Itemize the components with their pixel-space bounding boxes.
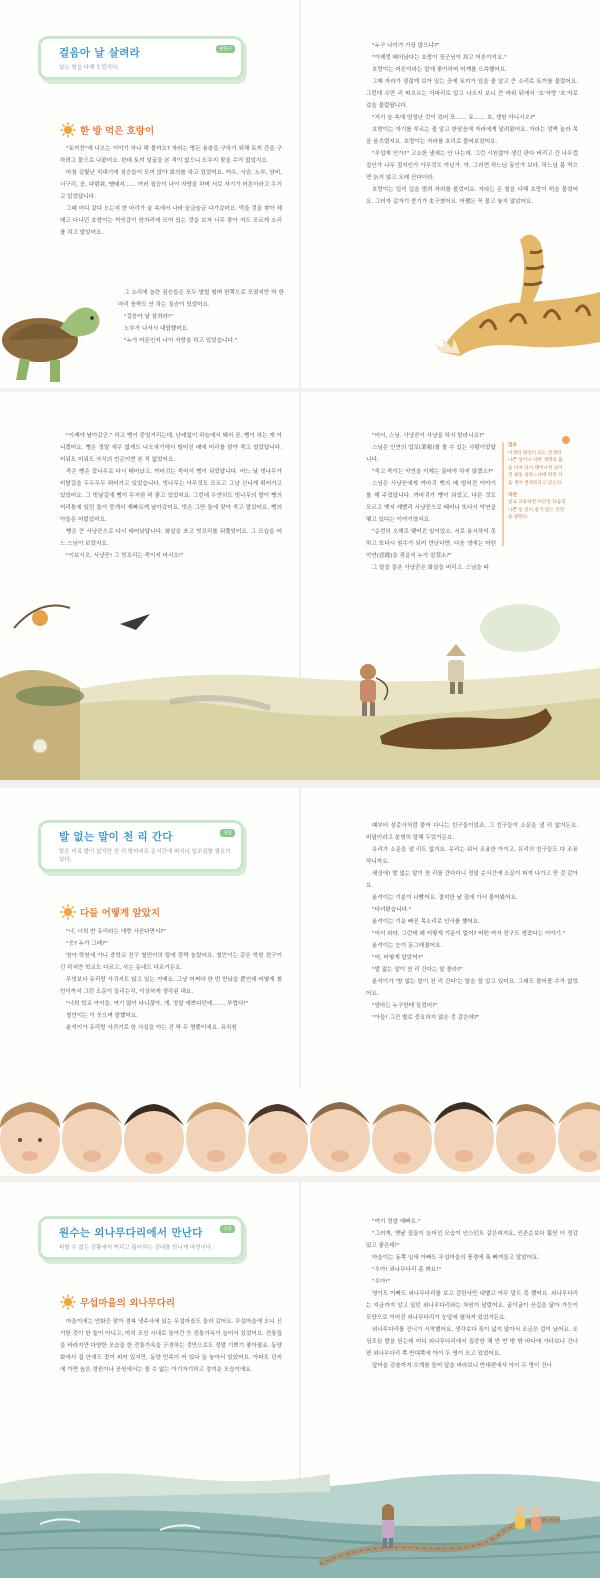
whispering-children-illustration bbox=[0, 1088, 600, 1176]
hunting-scene-illustration bbox=[0, 568, 600, 780]
paragraph: 윤석이는 기운 빠진 목소리로 인사를 했어요. bbox=[372, 919, 480, 925]
paragraph: 그 말을 들은 사냥꾼은 화살을 버리고, 스님을 따 bbox=[372, 565, 489, 571]
paragraph: "저기 숲 속에 엄청난 것이 있어 또…… 토…… 호, 생원 아니시오?" bbox=[372, 115, 536, 121]
paragraph: "이제야 날아갔군." 하고 뻥이 중얼거리는데, 난데없이 하늘에서 돼지 곰, 뻥이 하는 게 아니겠어요. 뻥은 정말 새우 없게도 나오자기에서 떨어진 배에 머리를 맞아 죽고 말았답니다. 미워도 미워도 자식의 빈곤이면 본 적 없었어요. bbox=[60, 433, 282, 463]
paragraph: 윤석이는 눈이 동그래졌어요. bbox=[372, 943, 443, 949]
section-heading bbox=[60, 1294, 175, 1310]
paragraph: 마침 김빛난 직대기에 짐승들이 모여 앉아 회의를 하고 있었어요. 여우, 사슴, 노루, 담비, 너구리, 곰, 다람쥐, 멧돼지…… 여러 짐승이 나이 자랑을 하며 서로 자기가 어른이라고 우기고 있었답니다. bbox=[60, 170, 282, 200]
paragraph: "너희 학교 아이들, 여기 많이 다니잖아. 개, 정말 예쁘다던데……. 부럽다!" bbox=[66, 1001, 249, 1007]
paragraph: "여기 정말 예뻐요." bbox=[372, 1219, 421, 1225]
paragraph: "아들! 그건 별로 중요하지 않은 것 같은데?" bbox=[372, 1015, 480, 1021]
spread-3 bbox=[0, 788, 600, 1176]
paragraph: "토끼전"에 나오는 이야기 하나 해 볼까요? 자라는 병든 용왕을 구하기 위해 토끼 간을 구하려고 뭍으로 나왔어요. 한데 토끼 얼굴을 본 적이 없으니 도무지 찾을 수가 없었지요. bbox=[60, 146, 282, 164]
spread-1 bbox=[0, 0, 600, 388]
paragraph: "이보시오, 사냥꾼! 그 빗꼬리는 죽이지 마시오!" bbox=[66, 553, 184, 559]
title-box bbox=[38, 36, 244, 80]
spread-4 bbox=[0, 1182, 600, 1578]
paragraph: "그러게, 옛날 집들이 늘어선 모습이 인스턴트 같은데지요, 인존순보다 훨씬 더 정감 있고 좋은데!" bbox=[366, 1231, 578, 1249]
body-text-right bbox=[366, 40, 578, 208]
category-tag: 관용구 bbox=[216, 45, 235, 53]
section-heading bbox=[60, 904, 160, 920]
paragraph: 유리가 소문을 낼 리도 없지요. 유리는 워낙 조용한 아이고, 유리의 친구들도 다 조용하니까요. bbox=[366, 847, 578, 865]
spread-subtitle: 말은 비록 발이 없지만 천 리 밖까지도 순식간에 퍼지니 입조심할 필요가 있다. bbox=[59, 849, 231, 863]
paragraph: 노루가 나서서 대답했어요. bbox=[124, 326, 189, 332]
sun-icon bbox=[60, 122, 76, 138]
note-label: 악연 bbox=[508, 492, 517, 498]
paragraph: 영아 학원에 가니 중학교 친구 철민이의 말에 깜짝 놀랐어요. 철민이는 같은 학원 친구이긴 하지만 학교도 다르고, 사는 동네도 다르거든요. bbox=[60, 953, 282, 971]
paragraph: 무엇보다 유리랑 사귀지도 않고 있는 거예요. 그냥 어쩌다 한 번 만났을 뿐인데 어떻게 철민이까지 그런 소문이 들리는지, 이상하게 생각된 대요. bbox=[60, 977, 282, 995]
paragraph: "다녀왔습니다." bbox=[372, 907, 412, 913]
paragraph: 윤석이가 유리랑 사귀기로 한 사실을 아는 건 딱 두 명뿐이에요. 유치원 bbox=[66, 1025, 237, 1031]
body-text-left bbox=[60, 926, 282, 1034]
spread-title: 발 없는 말이 천 리 간다 bbox=[59, 831, 173, 843]
paragraph: "응? 누가 그래?" bbox=[66, 941, 108, 947]
body-text-right bbox=[366, 430, 496, 574]
paragraph: 마을이는 동쪽 입에 아빠도 무섭마을의 풍경에 푹 빠져들고 말았어요. bbox=[372, 1255, 540, 1261]
note-label: 업보 bbox=[508, 443, 517, 448]
paragraph: 호랑이는 자기를 부르는 줄 알고 한달음에 자라에게 달려왔어요. 자라는 깜짝 놀라 목을 움츠렸지요. 호랑이는 자라를 호리로 물어보았어요. bbox=[366, 127, 578, 145]
paragraph: "어서, 스님. 사냥꾼이 사냥을 하지 말라니요?" bbox=[372, 433, 485, 439]
note-marker-icon bbox=[562, 436, 570, 444]
paragraph: 스님은 사냥꾼에게 까마귀 뱃지 배 떨어진 이야기를 해 주었답니다. 까마귀가 뻥이 되었고, 다른 것도 모르고 뱃지 재빨리 사냥꾼으로 태어나 또다시 악연을 맺고 있다는 이야기였지요. bbox=[366, 481, 496, 523]
paragraph: 윤석이는 기분이 나빴어요. 결석한 날 집에 가서 물어봤어요. bbox=[372, 895, 518, 901]
section-heading-text: 한 방 먹은 호랑이 bbox=[80, 126, 155, 137]
paragraph: "우아!" bbox=[372, 1279, 391, 1285]
body-text-right bbox=[366, 820, 578, 1024]
note-text: 실로 교류하면 이인연 다음의 나쁜 일 일이 좋지 않은 인연을 말한다. bbox=[508, 500, 566, 521]
page-gutter bbox=[299, 0, 301, 388]
paragraph: 죽은 뻥은 꽃나무로 다시 태어났고, 까마귀는 죽어서 뻥이 되었답니다. 어느 날 빗나무가 비탈길을 두두두두 뛰어가고 있었습니다. 빗나무는 아무것도 모르고 그냥 신나게 뛰어가고 있었어요. 그 빗날길에 뻥이 무지한 팍 좋고 있었어요. 그런데 우연히도 빗나무의 발이 뻥의 머리통에 있던 돌이 뭉개서 재빠르게 날아갔어요. 빗은 그만 돌에 맞아 죽고 말았어요. 뻥의 아들은 어렸었어요. bbox=[60, 469, 282, 523]
paragraph: "무섭게 인가?" 고소한 냄새는 안 나는데. 그런 시원찮아 생긴 판다 버리고 간 나무껍질인가 나무 절지인가 아무것도 아닌가. 아, 그러면 하느님 동인가 보다. 하느님 몸 먹으면 늙지 않고 오래 산다더라. bbox=[366, 151, 578, 181]
paragraph: 세상에! 발 없는 말이 천 리를 간다더니 정말 순식간에 소문이 퍼져 나가고 만 것 같아요. bbox=[366, 871, 578, 889]
turtle-illustration bbox=[0, 288, 110, 388]
sun-icon bbox=[60, 1294, 76, 1310]
paragraph: 앞마을 감솔까지 오게를 들어 앞을 바라보니 반대편에서 아이 두 명이 건너 bbox=[372, 1363, 552, 1369]
spread-subtitle: 피할 수 없는 상황에서 꺼리고 싫어하는 상대를 만나게 마련이다. bbox=[59, 1245, 213, 1251]
paragraph: "걸음아 날 살려라!" bbox=[124, 314, 173, 320]
category-tag: 속담 bbox=[220, 829, 235, 837]
body-text-left bbox=[60, 430, 282, 562]
paragraph: "죽고 죽이는 악연을 이제는 끊어야 하지 않겠소?" bbox=[372, 469, 494, 475]
spread-title: 걸음아 날 살려라 bbox=[59, 47, 141, 59]
tiger-illustration bbox=[380, 232, 600, 368]
paragraph: 영아도 아빠도 외나무다리를 보고 감탄사만 내뱉고 아무 말도 못 했어요. 외나무다리는 지금까지 알고 있던 외나무다리와는 차원이 달랐어요. 굽이굽이 산길을 닮아 가듯이 모양으로 이어진 외나무다리가 눈앞에 펼쳐져 있었거든요. bbox=[366, 1291, 578, 1321]
paragraph: 그때 어디 갔다 오는지 한 마리가 숲 속에서 나와 슬금슬금 다가갔어요. 먹을 것을 찾아 헤매고 다니던 호랑이는 먹잇감이 한자리에 모여 있는 것을 보자 너무 좋아 저도 모르게 소리를 치고 말았어요. bbox=[60, 206, 282, 236]
paragraph: "엄마는 누구한테 들었어?" bbox=[372, 1003, 438, 1009]
river-bridge-illustration bbox=[0, 1464, 600, 1578]
paragraph: 윤석이가 '발 없는 말이 천 리 간다'는 말을 잘 알고 있어요. 그래도 물어볼 수가 없었어요. bbox=[366, 979, 578, 997]
paragraph: 뻥은 큰 사냥꾼으로 다시 태어났답니다. 화살을 쏘고 빗꼬리를 뒤쫓았어요. 그 모습을 어느 스님이 보았지요. bbox=[60, 529, 282, 547]
spread-2 bbox=[0, 392, 600, 780]
body-text-left bbox=[60, 1316, 282, 1376]
paragraph: 호랑이는 덥석 입을 벌려 자라를 물었어요. 자라는 온 힘을 다해 호랑이 턱을 물었어요. 그러자 갑자기 쿵기가 솟구쳤어요. 어쨌든 꼭 물고 놓지 않았어요. bbox=[366, 187, 578, 205]
spread-title: 원수는 외나무다리에서 만난다 bbox=[59, 1227, 203, 1239]
paragraph: 외나무다리를 건너기 시작했어요. 생각보다 폭이 넓지 않아서 조금은 겁이 났어요. 조심조심 발을 딛는데 어디 외나무다리에서 집중한 채 반 반 밖 밖 바다에 가다보니 건너편 외나무다리 쪽 반대쪽에 아이 두 명이 오고 있었어요. bbox=[366, 1327, 578, 1357]
paragraph: "어서 와라, 그런데 왜 어떻게 기운이 없어? 어떤 여자 친구도 생겼다는 이야기." bbox=[372, 931, 566, 937]
paragraph: "누구 나이가 가장 많으냐?" bbox=[372, 43, 440, 49]
spread-subtitle: 있는 힘을 다해 도망치다. bbox=[59, 65, 120, 71]
paragraph: 때부터 삼총사처럼 붙어 다니는 친구들이었죠. 그 친구들이 소문을 낼 리 없거든요. 비밀이라고 분명히 말해 두었거든요. bbox=[366, 823, 578, 841]
section-heading-text: 무섭마을의 외나무다리 bbox=[80, 1298, 176, 1309]
paragraph: "우아! 외나무다리 좀 봐요!" bbox=[372, 1267, 442, 1273]
paragraph: "순전히 오해로 맺어진 일이었소. 서로 용서하지 못하고 또다시 원수가 되어 만난다면, 다음 생에는 어떤 악연(惡緣)을 겪을지 누가 알겠소?" bbox=[366, 529, 496, 559]
body-text-left bbox=[60, 143, 282, 239]
paragraph: "어, 어떻게 알았어?" bbox=[372, 955, 424, 961]
section-heading-text: 다들 어떻게 알았지 bbox=[80, 908, 161, 919]
glossary-note bbox=[508, 442, 566, 522]
title-box bbox=[38, 1216, 244, 1260]
paragraph: "발 없는 말이 천 리 간다는 말 몰라?" bbox=[372, 967, 463, 973]
paragraph: 철민이는 이 웃으며 말했어요. bbox=[66, 1013, 138, 1019]
sun-icon bbox=[60, 904, 76, 920]
section-heading bbox=[60, 122, 154, 138]
title-box bbox=[38, 820, 244, 872]
paragraph: "이제껏 태어났다는 호랑이 장군님이 최고 어른이지요." bbox=[372, 55, 507, 61]
paragraph: 그때 자라가 점잖게 보아 있는 곳에 토끼가 있을 줄 알고 큰 소리로 토끼를 불렀어요. 그런데 수만 리 떠오르는 이파리로 알고 나오지 보니 큰 바위 뒤에서 '호'자랑 '호'자로 갔을 불렀답니다. bbox=[366, 79, 578, 109]
body-text-left-indented bbox=[118, 287, 284, 347]
paragraph: "누가 어른인지 나이 자랑을 하고 있었습니다." bbox=[124, 338, 238, 344]
paragraph: 스님은 인연의 업보(業報)를 볼 수 있는 사람이었답니다. bbox=[366, 445, 496, 463]
note-bar bbox=[502, 442, 504, 546]
category-tag: 속담 bbox=[220, 1225, 235, 1233]
paragraph: 호랑이는 어른이라는 말에 좋아하며 어깨를 으쓱했어요. bbox=[372, 67, 507, 73]
paragraph: "너, 너희 반 유리라는 애랑 사귄다면서?" bbox=[66, 929, 166, 935]
paragraph: 그 소리에 놀란 짐승들은 모두 벌벌 떨며 한쪽으로 모였지만 딱 한 마리 꼼짝도 안 하는 짐승이 있었어요. bbox=[118, 290, 284, 308]
body-text-right bbox=[366, 1216, 578, 1372]
note-text: 이생의 원인이 되는 전생의 나쁜 일이나 착한 생명의 불을 바쳐 다시 태어나게 되어 전 삶을 살았느냐에 따라 다음 생이 결정된다고 믿는다. bbox=[508, 450, 563, 486]
paragraph: 마을이에는 연화등 맞아 경복 냉주사에 있는 무섭마을도 들러 갔어요. 무섭마을에 오니 신기한 것이 한 둘이 아니고, 마치 조선 시대로 돌아간 듯 전통가옥이 늘어서 있었어요. 전통집을 바라지만 다양한 모습을 한 전통가옥을 구경하는 것만으로도 정말 기쁘기 좋아졌죠. 동양화에서 집 안에도 꽃이 피어 있지만, 동양 민족이 어 있다 늘 놓아서 있었어요. 아파트 단지에 가면 높은 경원이나 공원에서는 볼 수 없는 아기자기하고 정겨운 모습이에요. bbox=[60, 1319, 282, 1373]
